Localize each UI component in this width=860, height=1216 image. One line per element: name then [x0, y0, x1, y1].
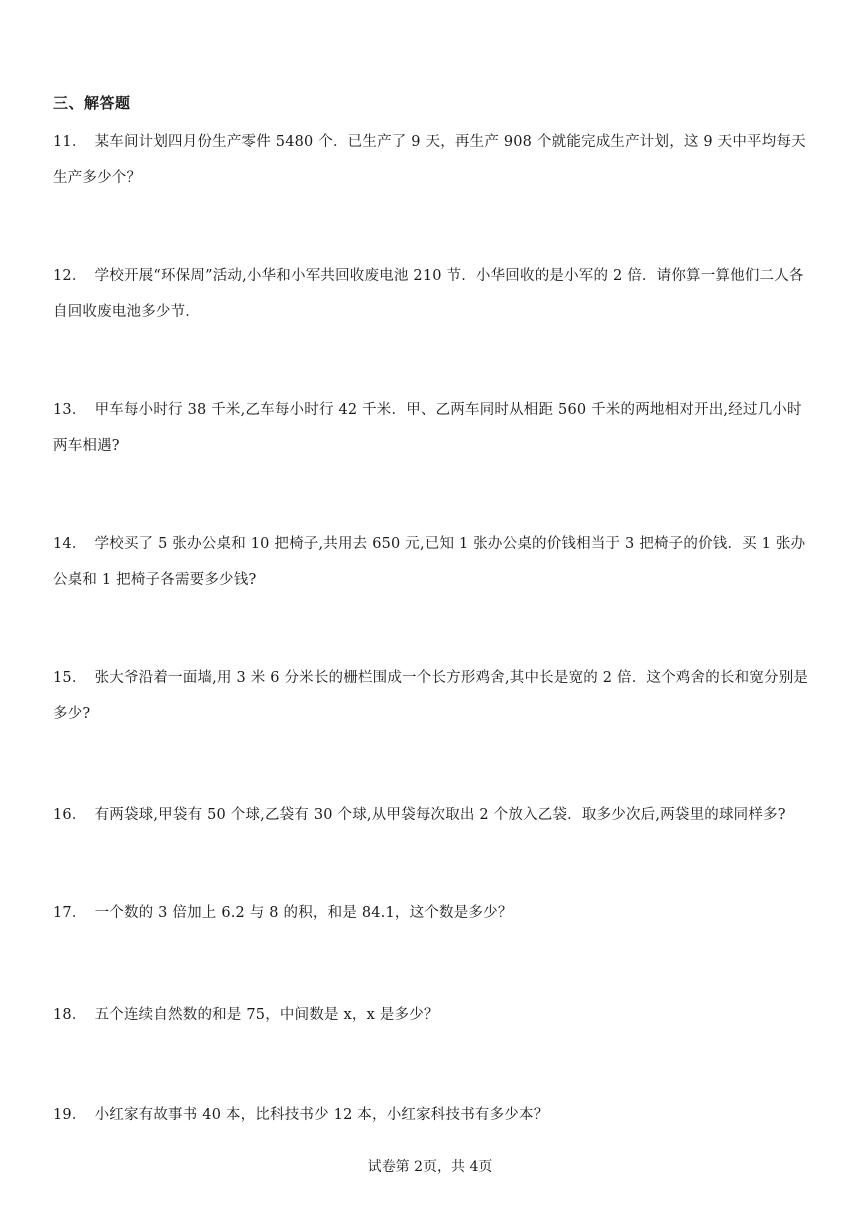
question-text: 五个连续自然数的和是 75，中间数是 x，x 是多少？: [94, 1007, 439, 1023]
question-text: 学校开展“环保周”活动,小华和小军共回收废电池 210 节．小华回收的是小军的 2 倍．请你算一算他们二人各自回收废电池多少节．: [53, 268, 804, 320]
question-number: 14．: [53, 536, 87, 552]
question-number: 19．: [53, 1107, 87, 1123]
question-text: 小红家有故事书 40 本，比科技书少 12 本，小红家科技书有多少本？: [94, 1107, 549, 1123]
question-text: 有两袋球,甲袋有 50 个球,乙袋有 30 个球,从甲袋每次取出 2 个放入乙袋．取多少次后,两袋里的球同样多?: [94, 807, 786, 823]
question-text: 学校买了 5 张办公桌和 10 把椅子,共用去 650 元,已知 1 张办公桌的价钱相当于 3 把椅子的价钱．买 1 张办公桌和 1 把椅子各需要多少钱?: [53, 536, 806, 588]
question-16: [53, 797, 813, 833]
question-number: 11．: [53, 134, 87, 150]
question-12: [53, 258, 813, 330]
question-number: 15．: [53, 670, 87, 686]
page-footer: 试卷第 2页，共 4页: [367, 1159, 493, 1175]
question-14: [53, 526, 813, 598]
question-15: [53, 660, 813, 732]
question-number: 13．: [53, 402, 87, 418]
question-17: [53, 895, 813, 931]
question-text: 甲车每小时行 38 千米,乙车每小时行 42 千米．甲、乙两车同时从相距 560 千米的两地相对开出,经过几小时两车相遇?: [53, 402, 802, 454]
question-number: 18．: [53, 1007, 87, 1023]
question-text: 某车间计划四月份生产零件 5480 个．已生产了 9 天，再生产 908 个就能完成生产计划，这 9 天中平均每天生产多少个？: [53, 134, 806, 186]
question-13: [53, 392, 813, 464]
question-number: 16．: [53, 807, 87, 823]
question-text: 一个数的 3 倍加上 6.2 与 8 的积，和是 84.1，这个数是多少？: [94, 905, 513, 921]
question-18: [53, 997, 813, 1033]
question-19: [53, 1097, 813, 1133]
section-title: 三、解答题: [53, 94, 131, 112]
question-text: 张大爷沿着一面墙,用 3 米 6 分米长的栅栏围成一个长方形鸡舍,其中长是宽的 2 倍．这个鸡舍的长和宽分别是多少?: [53, 670, 809, 722]
question-11: [53, 124, 813, 196]
question-number: 12．: [53, 268, 87, 284]
question-number: 17．: [53, 905, 87, 921]
